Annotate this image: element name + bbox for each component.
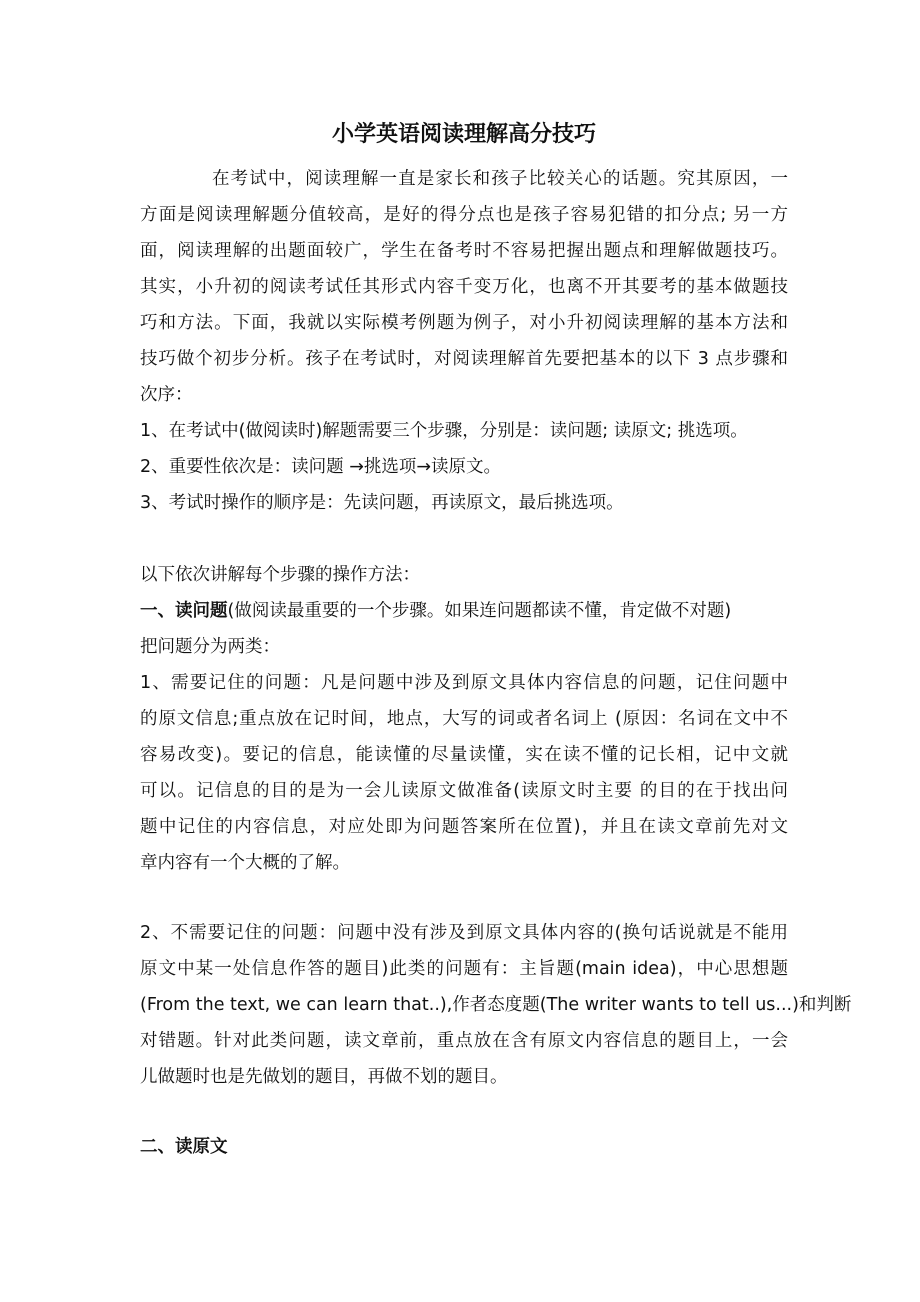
intro-line: 面，阅读理解的出题面较广，学生在备考时不容易把握出题点和理解做题技巧。 bbox=[140, 241, 788, 261]
point1-line: 题中记住的内容信息，对应处即为问题答案所在位置)，并且在读文章前先对文 bbox=[140, 817, 788, 837]
blank-line bbox=[140, 1095, 788, 1129]
section2-heading-line bbox=[140, 1129, 788, 1165]
point2-line: 儿做题时也是先做划的题目，再做不划的题目。 bbox=[140, 1067, 508, 1087]
point2-line: (From the text, we can learn that..),作者态度题(The writer wants to tell us...)和判断 bbox=[140, 995, 852, 1015]
point2-line: 对错题。针对此类问题，读文章前，重点放在含有原文内容信息的题目上，一会 bbox=[140, 1031, 788, 1051]
document-body bbox=[140, 161, 852, 1165]
point1-line: 1、需要记住的问题：凡是问题中涉及到原文具体内容信息的问题，记住问题中 bbox=[140, 673, 788, 693]
intro-line: 其实，小升初的阅读考试任其形式内容千变万化，也离不开其要考的基本做题技 bbox=[140, 277, 788, 297]
blank-line bbox=[140, 881, 788, 915]
point1-line: 章内容有一个大概的了解。 bbox=[140, 853, 350, 873]
section1-heading-line bbox=[140, 593, 788, 629]
method-intro: 以下依次讲解每个步骤的操作方法： bbox=[140, 565, 420, 585]
point2-line: 原文中某一处信息作答的题目)此类的问题有：主旨题(main idea)，中心思想题 bbox=[140, 959, 788, 979]
step-item: 1、在考试中(做阅读时)解题需要三个步骤，分别是：读问题; 读原文; 挑选项。 bbox=[140, 421, 748, 441]
point1-line: 的原文信息;重点放在记时间，地点，大写的词或者名词上 (原因：名词在文中不 bbox=[140, 709, 788, 729]
section1-heading-note: (做阅读最重要的一个步骤。如果连问题都读不懂，肯定做不对题) bbox=[227, 601, 732, 621]
intro-line: 在考试中，阅读理解一直是家长和孩子比较关心的话题。究其原因，一 bbox=[212, 169, 788, 189]
intro-line: 方面是阅读理解题分值较高，是好的得分点也是孩子容易犯错的扣分点; 另一方 bbox=[140, 205, 788, 225]
section2-heading: 二、读原文 bbox=[140, 1137, 228, 1157]
step-item: 3、考试时操作的顺序是：先读问题，再读原文，最后挑选项。 bbox=[140, 493, 624, 513]
intro-line: 巧和方法。下面，我就以实际模考例题为例子，对小升初阅读理解的基本方法和 bbox=[140, 313, 788, 333]
intro-line: 次序： bbox=[140, 385, 193, 405]
point1-line: 容易改变)。要记的信息，能读懂的尽量读懂，实在读不懂的记长相，记中文就 bbox=[140, 745, 788, 765]
point1-line: 可以。记信息的目的是为一会儿读原文做准备(读原文时主要 的目的在于找出问 bbox=[140, 781, 788, 801]
point2-line: 2、不需要记住的问题：问题中没有涉及到原文具体内容的(换句话说就是不能用 bbox=[140, 923, 788, 943]
intro-line: 技巧做个初步分析。孩子在考试时，对阅读理解首先要把基本的以下 3 点步骤和 bbox=[140, 349, 788, 369]
document-title: 小学英语阅读理解高分技巧 bbox=[331, 122, 596, 147]
section1-heading: 一、读问题 bbox=[140, 601, 228, 621]
step-item: 2、重要性依次是：读问题 →挑选项→读原文。 bbox=[140, 457, 502, 477]
blank-line bbox=[140, 521, 788, 557]
section1-subintro: 把问题分为两类： bbox=[140, 637, 280, 657]
